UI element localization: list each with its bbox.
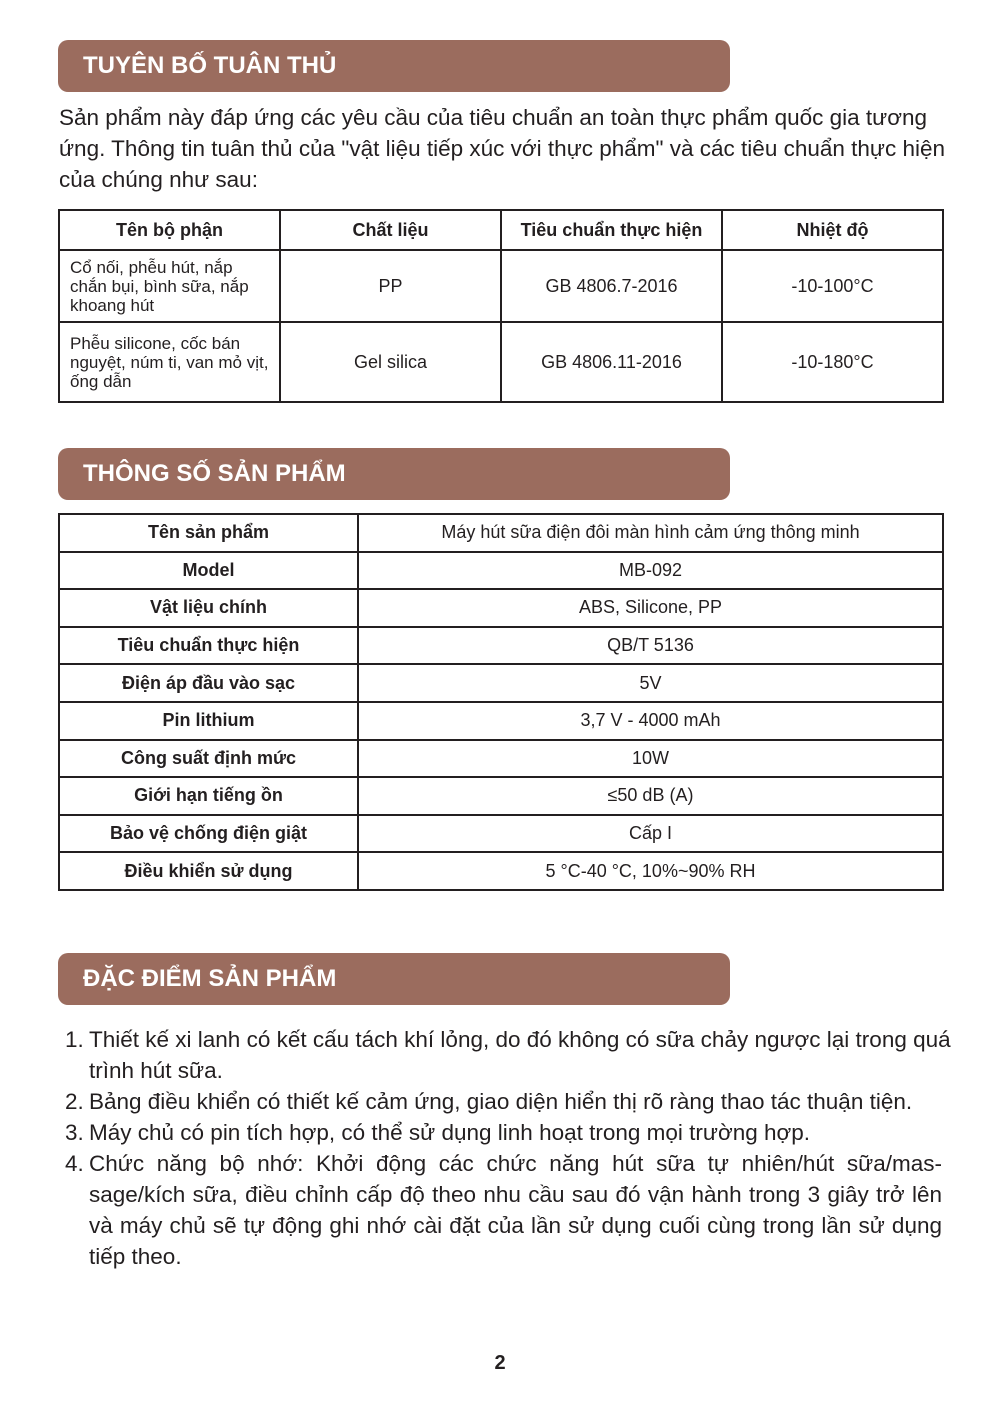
spec-row bbox=[59, 852, 943, 890]
spec-value: 5V bbox=[358, 664, 943, 702]
feature-item bbox=[60, 1086, 960, 1117]
header-part-name: Tên bộ phận bbox=[59, 210, 280, 250]
spec-row bbox=[59, 740, 943, 778]
spec-label: Giới hạn tiếng ồn bbox=[59, 777, 358, 815]
features-list bbox=[60, 1024, 960, 1272]
header-temperature: Nhiệt độ bbox=[722, 210, 943, 250]
spec-label: Vật liệu chính bbox=[59, 589, 358, 627]
spec-label: Điện áp đầu vào sạc bbox=[59, 664, 358, 702]
table-row bbox=[59, 322, 943, 402]
spec-value: QB/T 5136 bbox=[358, 627, 943, 665]
feature-number: 3. bbox=[65, 1120, 84, 1145]
spec-row bbox=[59, 514, 943, 552]
feature-text: Chức năng bộ nhớ: Khởi động các chức năng hút sữa tự nhiên/hút sữa/mas-sage/kích sữa, điều chỉnh cấp độ theo nhu cầu sau đó vận hành trong 3 giây trở lên và máy chủ sẽ tự động ghi nhớ cài đặt của lần sử dụng cuối cùng trong lần sử dụng tiếp theo. bbox=[89, 1151, 942, 1269]
feature-item bbox=[60, 1117, 960, 1148]
features-section-title: ĐẶC ĐIỂM SẢN PHẨM bbox=[58, 953, 730, 1005]
feature-text: Máy chủ có pin tích hợp, có thể sử dụng linh hoạt trong mọi trường hợp. bbox=[89, 1120, 811, 1145]
header-standard: Tiêu chuẩn thực hiện bbox=[501, 210, 722, 250]
material-cell: PP bbox=[280, 250, 501, 322]
spec-value: 5 °C-40 °C, 10%~90% RH bbox=[358, 852, 943, 890]
spec-label: Pin lithium bbox=[59, 702, 358, 740]
material-cell: Gel silica bbox=[280, 322, 501, 402]
standard-cell: GB 4806.7-2016 bbox=[501, 250, 722, 322]
spec-value: ≤50 dB (A) bbox=[358, 777, 943, 815]
compliance-intro: Sản phẩm này đáp ứng các yêu cầu của tiêu chuẩn an toàn thực phẩm quốc gia tương ứng. Thông tin tuân thủ của "vật liệu tiếp xúc với thực phẩm" và các tiêu chuẩn thực hiện của chúng như sau: bbox=[59, 105, 946, 192]
page-number: 2 bbox=[494, 1352, 506, 1374]
spec-row bbox=[59, 702, 943, 740]
spec-label: Tiêu chuẩn thực hiện bbox=[59, 627, 358, 665]
specs-table bbox=[58, 513, 944, 891]
spec-row bbox=[59, 589, 943, 627]
spec-value: ABS, Silicone, PP bbox=[358, 589, 943, 627]
feature-item bbox=[60, 1148, 960, 1272]
feature-number: 1. bbox=[65, 1027, 84, 1052]
spec-label: Công suất định mức bbox=[59, 740, 358, 778]
spec-value: 3,7 V - 4000 mAh bbox=[358, 702, 943, 740]
feature-number: 4. bbox=[65, 1151, 84, 1176]
spec-label: Model bbox=[59, 552, 358, 590]
part-name-cell: Phễu silicone, cốc bán nguyệt, núm ti, van mỏ vịt, ống dẫn bbox=[59, 322, 280, 402]
compliance-table bbox=[58, 209, 944, 403]
part-name-cell: Cổ nối, phễu hút, nắp chắn bụi, bình sữa, nắp khoang hút bbox=[59, 250, 280, 322]
spec-value: Máy hút sữa điện đôi màn hình cảm ứng thông minh bbox=[358, 514, 943, 552]
feature-text: Bảng điều khiển có thiết kế cảm ứng, giao diện hiển thị rõ ràng thao tác thuận tiện. bbox=[89, 1089, 913, 1114]
spec-label: Bảo vệ chống điện giật bbox=[59, 815, 358, 853]
spec-row bbox=[59, 627, 943, 665]
spec-value: 10W bbox=[358, 740, 943, 778]
spec-label: Tên sản phẩm bbox=[59, 514, 358, 552]
spec-row bbox=[59, 815, 943, 853]
table-row bbox=[59, 250, 943, 322]
spec-row bbox=[59, 552, 943, 590]
compliance-section-title: TUYÊN BỐ TUÂN THỦ bbox=[58, 40, 730, 92]
feature-item bbox=[60, 1024, 960, 1086]
feature-number: 2. bbox=[65, 1089, 84, 1114]
standard-cell: GB 4806.11-2016 bbox=[501, 322, 722, 402]
feature-text: Thiết kế xi lanh có kết cấu tách khí lỏng, do đó không có sữa chảy ngược lại trong quá trình hút sữa. bbox=[89, 1027, 951, 1083]
spec-value: Cấp I bbox=[358, 815, 943, 853]
spec-row bbox=[59, 777, 943, 815]
temperature-cell: -10-180°C bbox=[722, 322, 943, 402]
header-material: Chất liệu bbox=[280, 210, 501, 250]
spec-label: Điều khiển sử dụng bbox=[59, 852, 358, 890]
table-header-row bbox=[59, 210, 943, 250]
temperature-cell: -10-100°C bbox=[722, 250, 943, 322]
spec-row bbox=[59, 664, 943, 702]
specs-section-title: THÔNG SỐ SẢN PHẨM bbox=[58, 448, 730, 500]
spec-value: MB-092 bbox=[358, 552, 943, 590]
